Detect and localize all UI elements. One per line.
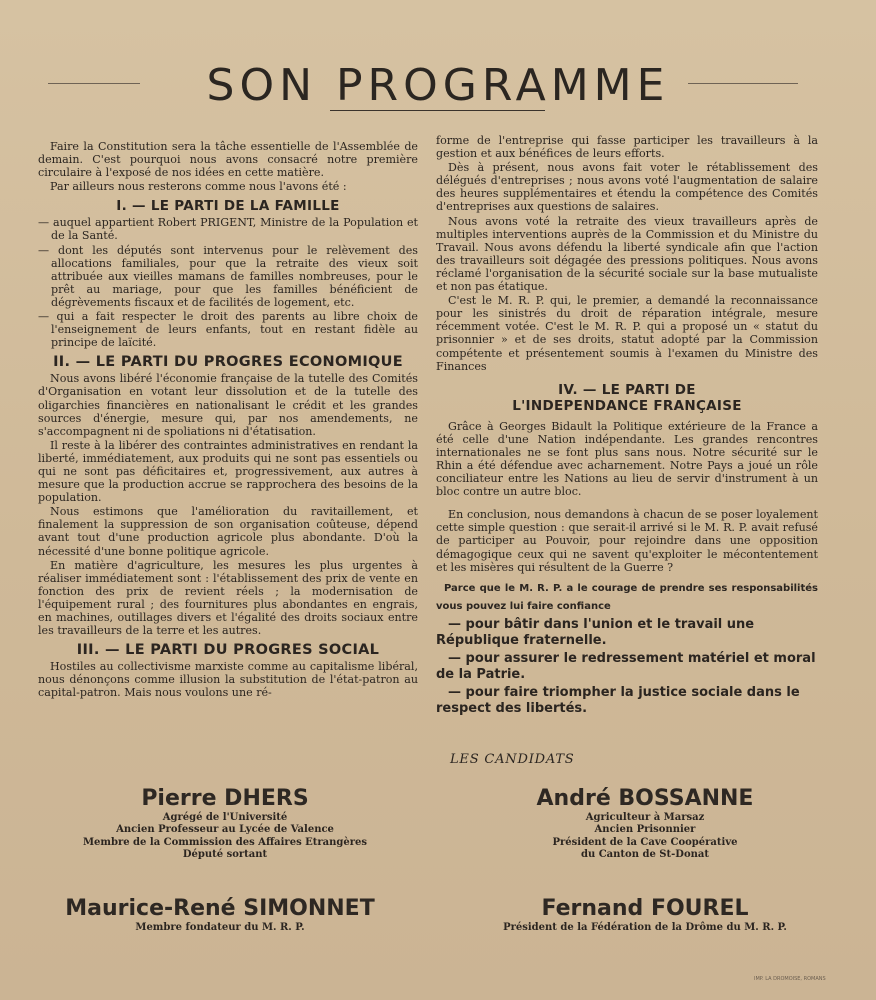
candidate-title: Président de la Fédération de la Drôme du M. R. P. — [503, 922, 787, 933]
right-column — [436, 134, 818, 719]
famille-item: — dont les députés sont intervenus pour le relèvement des allocations familiales, pour que la retraite des vieux soit attribuée aux vieilles mamans de familles nombreuses, pour le prêt au mariage, pour que les familles bénéficient de dégrèvements fiscaux et de facilités de logement, etc. — [38, 243, 418, 309]
candidate-title: Ancien Prisonnier — [594, 824, 696, 836]
slogan-line: — pour faire triompher la justice sociale dans le respect des libertés. — [436, 684, 800, 717]
candidates-label: LES CANDIDATS — [450, 752, 575, 767]
section-heading-independance — [436, 382, 818, 414]
social-paragraph: Dès à présent, nous avons fait voter le rétablissement des délégués d'entreprises ; nous avons voté l'augmentation de salaire des heures supplémentaires et étendu la compétence des Comités d'entreprises aux questions de salaires. — [436, 161, 818, 214]
candidate-name: Fernand FOUREL — [541, 896, 749, 921]
independance-paragraph: Grâce à Georges Bidault la Politique extérieure de la France a été celle d'une Nation indépendante. Les grandes rencontres internationales ne se font plus sans nous. Notre sécurité sur le Rhin a été défendue avec acharnement. Notre Pays a joué un rôle conciliateur entre les Nations au lieu de servir d'instrument à un bloc contre un autre bloc. — [436, 419, 818, 499]
confidence-line: Parce que le M. R. P. a le courage de prendre ses responsabilités vous pouvez lui faire confiance — [436, 582, 818, 612]
section-heading-famille: I. — LE PARTI DE LA FAMILLE — [116, 198, 340, 215]
section-heading-line: L'INDEPENDANCE FRANÇAISE — [512, 397, 742, 414]
candidate-block — [50, 786, 400, 861]
left-column — [38, 140, 418, 700]
candidate-title: Membre de la Commission des Affaires Etrangères — [82, 836, 368, 848]
candidate-name: André BOSSANNE — [536, 786, 754, 811]
candidate-name: Maurice-René SIMONNET — [65, 896, 375, 921]
conclusion-paragraph: En conclusion, nous demandons à chacun de se poser loyalement cette simple question : que serait-il arrivé si le M. R. P. avait refusé de participer au Pouvoir, pour rejoindre dans une opposition démagogique ceux qui ne savent qu'exploiter le mécontentement et les misères qui résultent de la Guerre ? — [436, 508, 818, 574]
social-paragraph-continued: forme de l'entreprise qui fasse participer les travailleurs à la gestion et aux bénéfices de leurs efforts. — [436, 134, 818, 161]
economie-paragraph: Il reste à la libérer des contraintes administratives en rendant la liberté, immédiatement, aux produits qui ne sont pas essentiels ou qui ne sont pas déficitaires et, progressivement, aux autres à mesure que la production accrue se rapprochera des besoins de la population. — [38, 438, 418, 505]
economie-paragraph: Nous avons libéré l'économie française de la tutelle des Comités d'Organisation en votant leur dissolution et de la tutelle des oligarchies financières en nationalisant le crédit et les grandes sources d'énergie, mesure qui, par nos amendements, ne s'accompagnent ni de spoliations ni d'étatisation. — [38, 372, 418, 438]
printer-imprint: IMP. LA DROMOISE, ROMANS — [754, 976, 826, 982]
section-heading-progres-economique: II. — LE PARTI DU PROGRES ECONOMIQUE — [53, 354, 403, 371]
slogan-line: — pour bâtir dans l'union et le travail une République fraternelle. — [436, 616, 755, 649]
intro-paragraph: Faire la Constitution sera la tâche essentielle de l'Assemblée de demain. C'est pourquoi nous avons consacré notre première circulaire à l'exposé de nos idées en cette matière. — [38, 140, 418, 180]
candidate-title: Ancien Professeur au Lycée de Valence — [116, 824, 334, 836]
candidate-title: Agriculteur à Marsaz — [585, 812, 705, 823]
social-paragraph: Nous avons voté la retraite des vieux travailleurs après de multiples interventions auprès de la Commission et du Ministre du Travail. Nous avons défendu la liberté syndicale afin que l'action des travailleurs soit dégagée des pressions politiques. Nous avons réclamé l'organisation de la sécurité sociale sur la base mutualiste et non pas étatique. — [436, 214, 818, 294]
candidate-title: du Canton de St-Donat — [580, 848, 710, 860]
economie-paragraph: Nous estimons que l'amélioration du ravitaillement, et finalement la suppression de son organisation coûteuse, dépend avant tout d'une production agricole plus abondante. D'où la nécessité d'une bonne politique agricole. — [38, 505, 418, 558]
candidate-block — [450, 896, 840, 934]
candidate-title: Agrégé de l'Université — [162, 812, 288, 823]
title-underline — [330, 110, 545, 111]
candidate-name: Pierre DHERS — [141, 786, 309, 811]
candidate-title: Membre fondateur du M. R. P. — [135, 922, 305, 933]
slogan-line: — pour assurer le redressement matériel et moral de la Patrie. — [436, 650, 816, 683]
section-heading-line: IV. — LE PARTI DE — [558, 381, 696, 398]
section-heading-progres-social: III. — LE PARTI DU PROGRES SOCIAL — [76, 642, 380, 659]
candidate-title: Président de la Cave Coopérative — [552, 836, 738, 848]
candidate-title: Député sortant — [182, 848, 268, 860]
famille-item: — qui a fait respecter le droit des parents au libre choix de l'enseignement de leurs enfants, tout en restant fidèle au principe de laïcité. — [38, 310, 418, 350]
famille-item: — auquel appartient Robert PRIGENT, Ministre de la Population et de la Santé. — [38, 216, 418, 243]
social-paragraph: C'est le M. R. P. qui, le premier, a demandé la reconnaissance pour les sinistrés du droit de réparation intégrale, mesure récemment votée. C'est le M. R. P. qui a proposé un « statut du prisonnier » et de ses droits, statut adopté par la Commission compétente et présentement soumis à l'examen du Ministre des Finances — [436, 294, 818, 373]
candidate-block — [20, 896, 420, 934]
economie-paragraph: En matière d'agriculture, les mesures les plus urgentes à réaliser immédiatement sont : l'établissement des prix de vente en fonction des prix de revient réels ; la modernisation de l'équipement rural ; des fournitures plus abondantes en engrais, en machines, outillages divers et l'égalité des droits sociaux entre les travailleurs de la terre et les autres. — [38, 558, 418, 638]
social-paragraph: Hostiles au collectivisme marxiste comme au capitalisme libéral, nous dénonçons comme illusion la substitution de l'état-patron au capital-patron. Mais nous voulons une ré- — [38, 660, 418, 700]
candidate-block — [460, 786, 830, 861]
page-title: SON PROGRAMME — [206, 60, 670, 111]
intro-paragraph: Par ailleurs nous resterons comme nous l'avons été : — [50, 180, 347, 194]
